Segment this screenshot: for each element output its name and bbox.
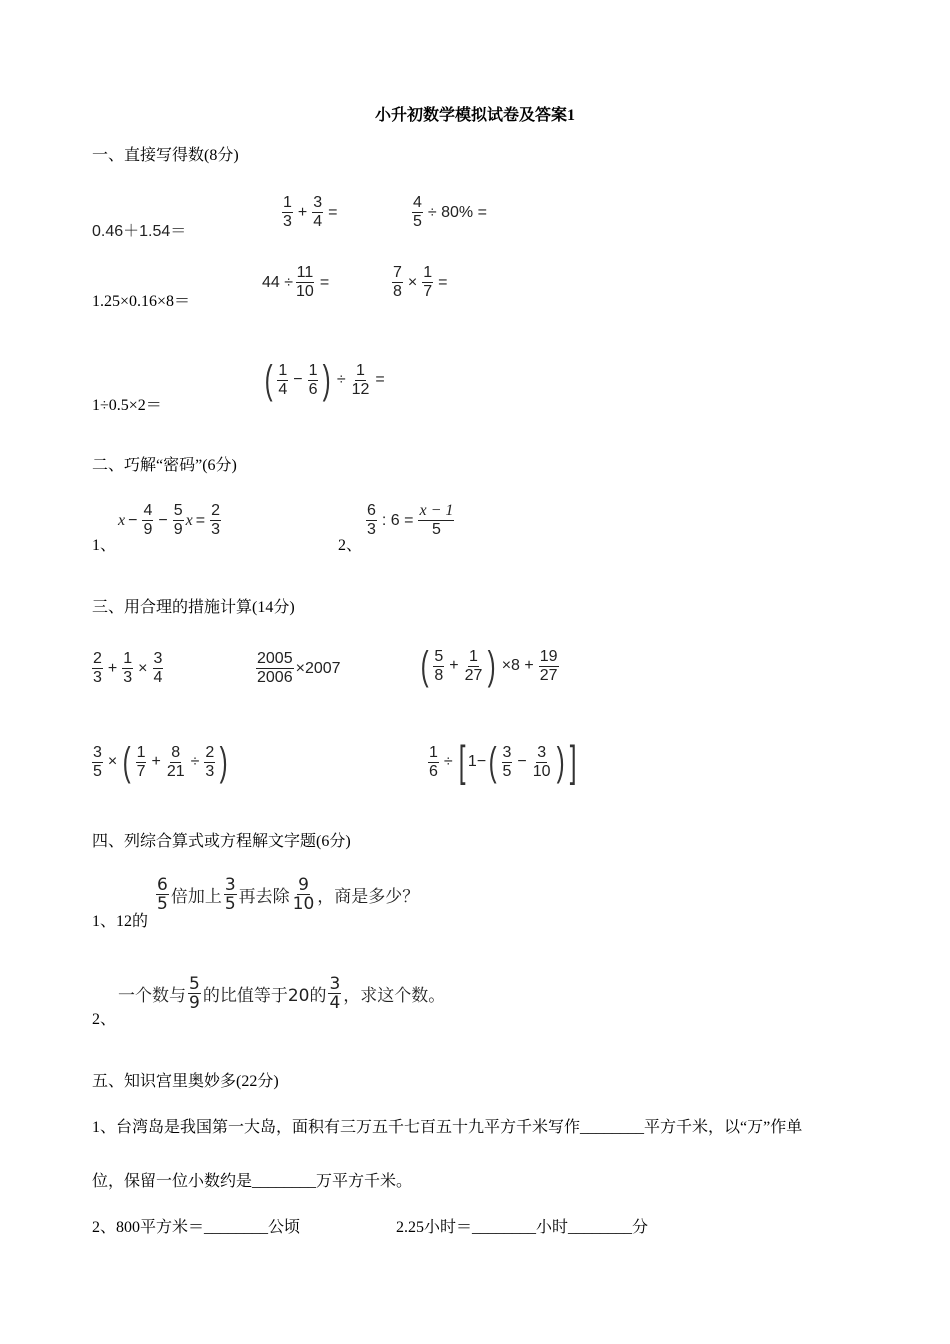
numerator: 3 xyxy=(537,743,547,761)
denominator: 5 xyxy=(502,762,512,780)
variable: x xyxy=(185,511,193,529)
section-heading-3: 三、用合理的措施计算(14分) xyxy=(92,599,295,616)
expr-text: 0.46＋1.54＝ xyxy=(92,223,187,240)
problem-2-2-label: 2、 xyxy=(338,537,363,554)
numerator: 3 xyxy=(93,743,102,761)
denominator: 6 xyxy=(429,762,438,780)
numerator: 6 xyxy=(367,502,376,519)
expr-text: : 6 = xyxy=(381,511,414,529)
fraction xyxy=(156,876,169,913)
denominator: 8 xyxy=(434,666,444,684)
denominator: 5 xyxy=(431,521,441,538)
section-heading-2: 二、巧解“密码”(6分) xyxy=(92,457,237,474)
denominator: 4 xyxy=(329,993,341,1013)
fraction xyxy=(312,194,323,231)
problem-3-3: ( $\frac{5}{8}$ + $\frac{1}{27}$ ) ×8 + $\frac{19}{27}$ xyxy=(420,644,558,688)
problem-5-2b: 2.25小时＝________小时________分 xyxy=(396,1219,649,1236)
fraction xyxy=(166,744,186,781)
fraction xyxy=(136,744,147,781)
denominator: 2006 xyxy=(257,669,293,686)
denominator: 9 xyxy=(173,521,183,538)
denominator: 3 xyxy=(367,521,376,538)
numerator: 3 xyxy=(224,875,236,895)
fraction xyxy=(412,194,423,231)
numerator: 5 xyxy=(173,502,183,519)
fraction xyxy=(277,362,288,399)
fraction xyxy=(422,264,433,301)
fraction xyxy=(366,502,377,539)
numerator: 4 xyxy=(413,194,422,211)
fraction xyxy=(295,264,315,301)
denominator: 4 xyxy=(153,669,163,686)
problem-3-1: $\frac{2}{3}$ + $\frac{1}{3}$ × $\frac{3}{4}$ xyxy=(93,650,163,686)
problem-4-1 xyxy=(154,876,419,913)
numerator: 8 xyxy=(171,743,181,761)
numerator: 1 xyxy=(356,361,365,379)
numerator: 7 xyxy=(393,264,402,281)
fraction xyxy=(210,502,221,539)
problem-1-2: $\frac{1}{3}$ + $\frac{3}{4}$ = xyxy=(283,194,338,230)
denominator: 27 xyxy=(539,666,558,684)
problem-1-5: 44 ÷ $\frac{11}{10}$ = xyxy=(262,264,330,300)
problem-2-2 xyxy=(364,502,456,539)
fraction xyxy=(204,744,215,781)
expr-text: 1− xyxy=(467,753,487,770)
problem-2-1-label: 1、 xyxy=(92,537,117,554)
denominator: 21 xyxy=(166,762,185,780)
problem-1-8: ( $\frac{1}{4}$ − $\frac{1}{6}$ ) ÷ $\frac{1}{12}$ = xyxy=(264,358,385,402)
numerator: 1 xyxy=(423,264,433,281)
numerator: x − 1 xyxy=(419,502,454,519)
fraction xyxy=(328,975,341,1012)
denominator: 5 xyxy=(93,762,102,780)
fraction xyxy=(224,876,237,913)
numerator: 1 xyxy=(123,650,133,667)
problem-1-4: 1.25×0.16×8＝ xyxy=(92,293,191,310)
denominator: 10 xyxy=(296,283,314,300)
section-heading-4: 四、列综合算式或方程解文字题(6分) xyxy=(92,833,351,850)
denominator: 3 xyxy=(93,669,102,686)
numerator: 5 xyxy=(434,647,444,665)
denominator: 9 xyxy=(143,521,153,538)
denominator: 4 xyxy=(313,213,323,230)
fraction xyxy=(433,648,444,685)
denominator: 5 xyxy=(413,213,422,230)
fraction xyxy=(392,264,403,301)
problem-4-1-label: 1、12的 xyxy=(92,913,149,930)
problem-4-2 xyxy=(118,975,445,1012)
section-heading-1: 一、直接写得数(8分) xyxy=(92,147,239,164)
expr-text: ×8 + xyxy=(501,657,534,674)
denominator: 3 xyxy=(123,669,133,686)
denominator: 7 xyxy=(423,283,433,300)
fraction xyxy=(282,194,293,231)
problem-4-2-label: 2、 xyxy=(92,1011,117,1028)
problem-text: 一个数与 xyxy=(118,986,186,1006)
numerator: 2 xyxy=(205,743,215,761)
fraction xyxy=(153,650,164,687)
numerator: 1 xyxy=(278,361,288,379)
denominator: 5 xyxy=(224,894,236,914)
problem-2-1: x − $\frac{4}{9}$ − $\frac{5}{9}$ x = $\frac{2}{3}$ xyxy=(118,502,220,538)
problem-text: ，商是多少？ xyxy=(317,887,420,907)
numerator: 3 xyxy=(313,194,323,211)
fraction xyxy=(428,744,439,781)
denominator: 10 xyxy=(292,894,315,914)
numerator: 11 xyxy=(296,264,314,281)
fraction xyxy=(539,648,559,685)
fraction xyxy=(92,744,103,781)
fraction xyxy=(256,650,294,687)
problem-5-2a: 2、800平方米＝________公顷 xyxy=(92,1219,301,1236)
fraction xyxy=(532,744,552,781)
page-title: 小升初数学模拟试卷及答案1 xyxy=(374,107,575,124)
denominator: 5 xyxy=(157,894,168,914)
numerator: 5 xyxy=(189,974,200,994)
denominator: 10 xyxy=(532,762,551,780)
numerator: 1 xyxy=(429,743,438,761)
problem-1-3 xyxy=(410,194,490,231)
numerator: 1 xyxy=(283,194,292,211)
denominator: 3 xyxy=(211,521,220,538)
denominator: 7 xyxy=(136,762,146,780)
problem-1-7: 1÷0.5×2＝ xyxy=(92,397,162,414)
fraction xyxy=(502,744,513,781)
numerator: 6 xyxy=(157,875,168,895)
expr-text: ÷ 80% = xyxy=(427,203,487,221)
numerator: 2005 xyxy=(257,650,293,667)
numerator: 1 xyxy=(308,361,318,379)
problem-text: ，求这个数。 xyxy=(343,986,446,1006)
denominator: 9 xyxy=(189,993,200,1013)
fraction xyxy=(464,648,484,685)
numerator: 9 xyxy=(298,875,309,895)
numerator: 1 xyxy=(469,647,478,665)
problem-text: 倍加上 xyxy=(170,887,222,907)
problem-text: 的比值等于20的 xyxy=(202,986,327,1006)
problem-text: 再去除 xyxy=(238,887,290,907)
problem-1-1 xyxy=(92,218,186,241)
expr-text: ×2007 xyxy=(295,659,341,677)
numerator: 19 xyxy=(539,647,558,665)
denominator: 12 xyxy=(351,380,370,398)
fraction xyxy=(173,502,184,539)
fraction xyxy=(188,975,201,1012)
fraction xyxy=(92,650,103,687)
section-heading-5: 五、知识宫里奥妙多(22分) xyxy=(92,1073,279,1090)
numerator: 3 xyxy=(153,650,163,667)
fraction xyxy=(122,650,133,687)
expr-text: 44 ÷ xyxy=(262,273,294,291)
fraction xyxy=(308,362,319,399)
denominator: 27 xyxy=(464,666,483,684)
denominator: 4 xyxy=(278,380,288,398)
denominator: 8 xyxy=(393,283,402,300)
numerator: 4 xyxy=(143,502,153,519)
problem-1-6: $\frac{7}{8}$ × $\frac{1}{7}$ = xyxy=(393,264,448,300)
fraction xyxy=(351,362,371,399)
denominator: 3 xyxy=(283,213,292,230)
problem-5-1-line1: 1、台湾岛是我国第一大岛，面积有三万五千七百五十九平方千米写作________平方千米，以“万”作单 xyxy=(92,1119,803,1136)
fraction xyxy=(418,502,454,539)
fraction xyxy=(292,876,316,913)
problem-5-1-line2: 位，保留一位小数约是________万平方千米。 xyxy=(92,1173,413,1190)
variable: x xyxy=(118,511,126,529)
numerator: 2 xyxy=(93,650,102,667)
problem-3-5: $\frac{1}{6}$ ÷ [ 1− ( $\frac{3}{5}$ − $\frac{3}{10}$ ) ] xyxy=(429,737,577,786)
numerator: 3 xyxy=(329,974,341,994)
numerator: 3 xyxy=(502,743,512,761)
numerator: 1 xyxy=(136,743,146,761)
problem-3-2 xyxy=(254,650,341,687)
numerator: 2 xyxy=(211,502,220,519)
problem-3-4: $\frac{3}{5}$ × ( $\frac{1}{7}$ + $\frac{8}{21}$ ÷ $\frac{2}{3}$ ) xyxy=(93,740,228,784)
denominator: 6 xyxy=(308,380,318,398)
fraction xyxy=(142,502,153,539)
denominator: 3 xyxy=(205,762,215,780)
